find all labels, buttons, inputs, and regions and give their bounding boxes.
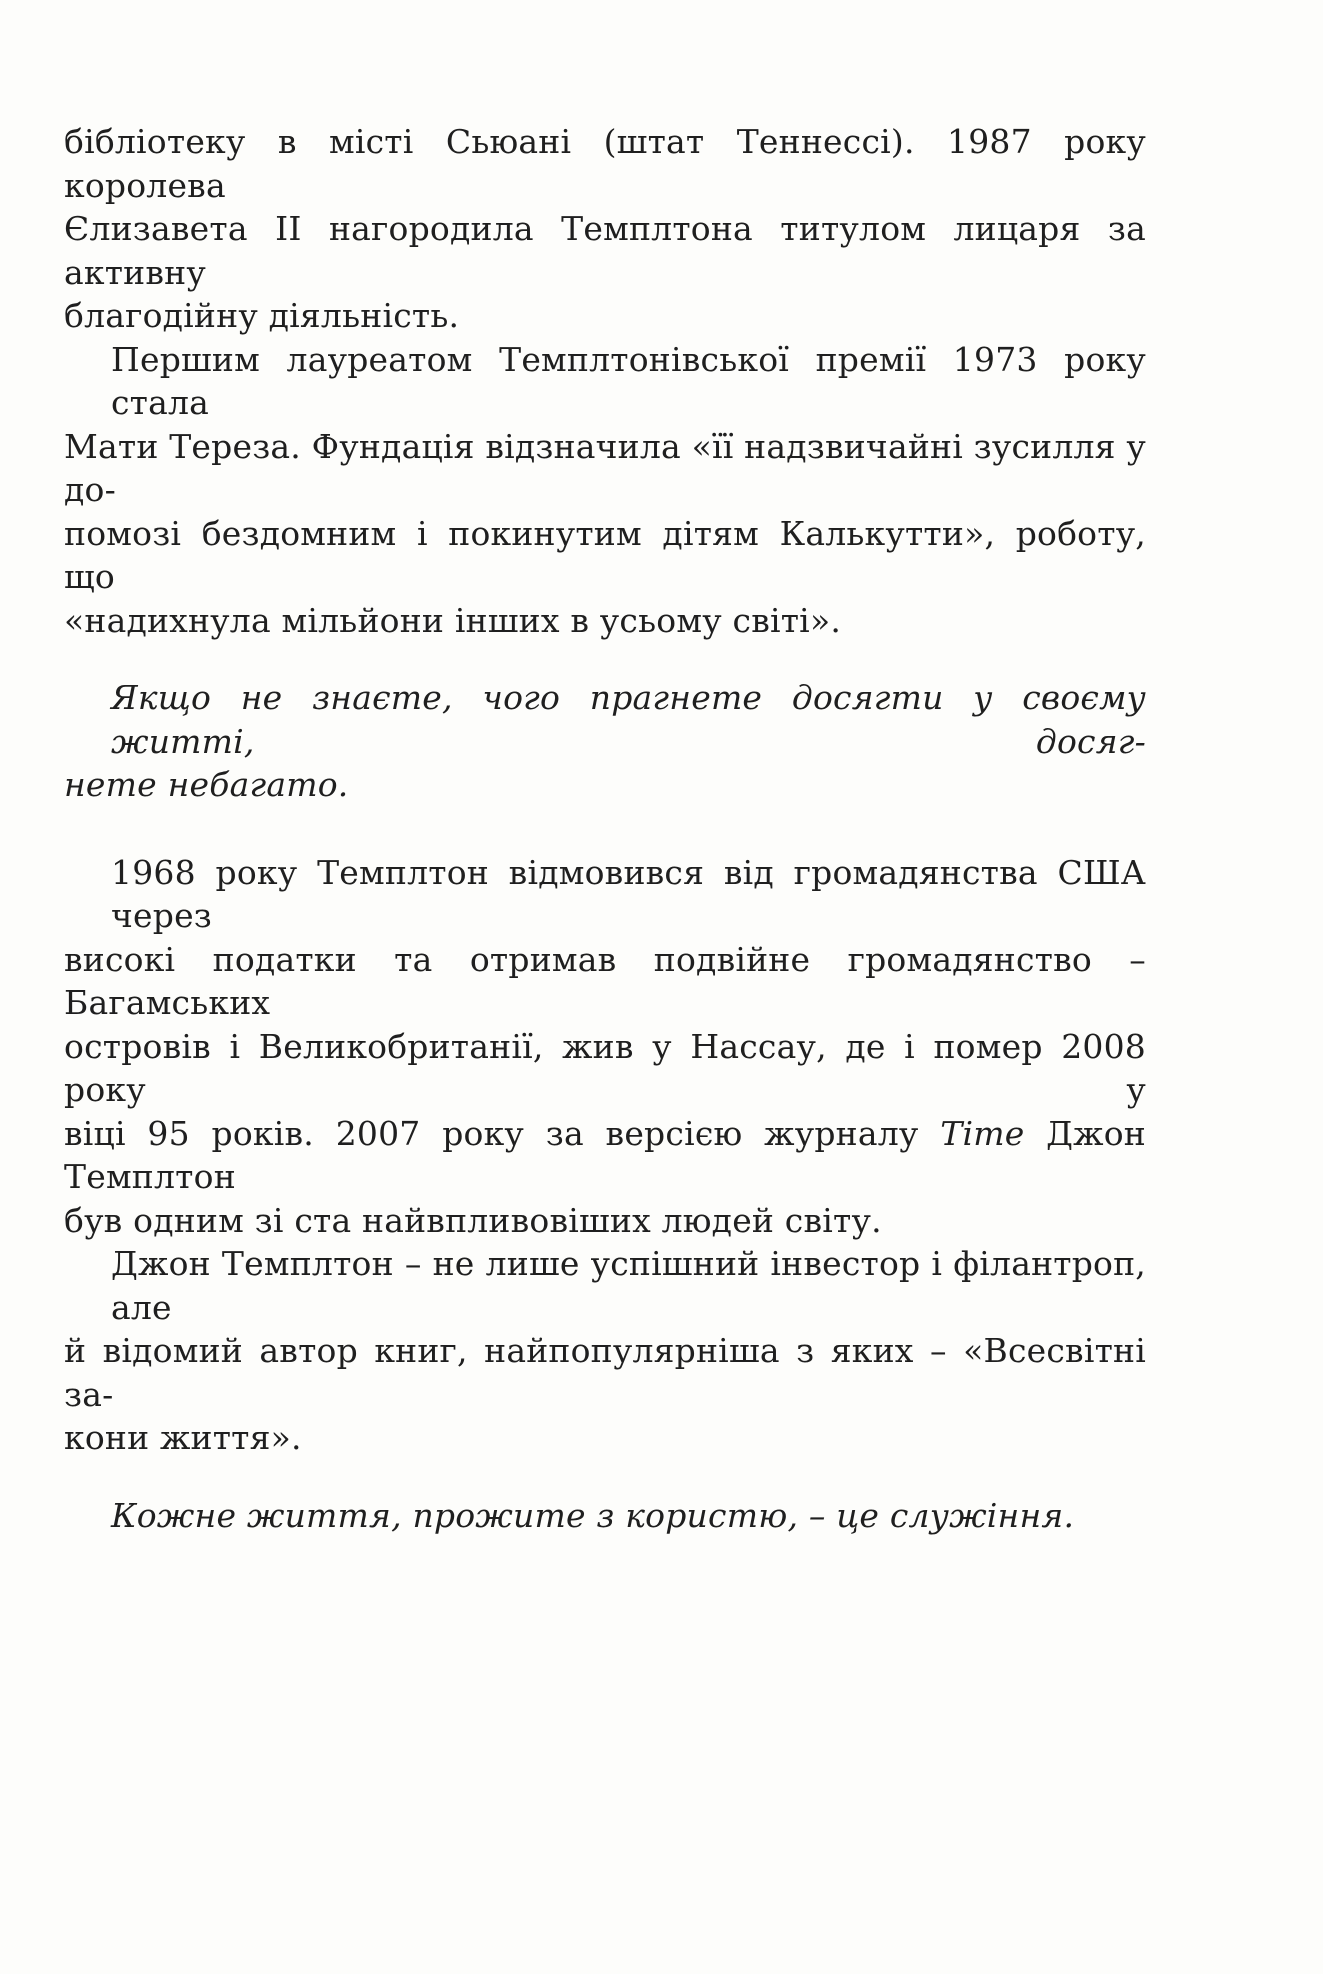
text-line: 1968 року Темплтон відмовився від громадянства США через [111, 852, 1146, 935]
text-line-part: Джон Темплтон [64, 1113, 1146, 1196]
paragraph-library-knighthood [64, 120, 1146, 338]
text-line: благодійну діяльність. [64, 296, 460, 335]
text-line: був одним зі ста найвпливовіших людей світу. [64, 1200, 882, 1240]
quote-line: Якщо не знаєте, чого прагнете досягти у своєму житті, досяг- [111, 678, 1146, 761]
quote-line: нете небагато. [64, 765, 349, 804]
text-line: Джон Темплтон – не лише успішний інвестор і філантроп, але [111, 1244, 1146, 1327]
text-line: й відомий автор книг, найпопулярніша з яких – «Всесвітні за- [64, 1331, 1146, 1414]
page-text [64, 120, 1146, 1537]
text-line: островів і Великобританії, жив у Нассау, де і помер 2008 року у [64, 1026, 1146, 1109]
text-line: помозі бездомним і покинутим дітям Калькутти», роботу, що [64, 513, 1146, 596]
text-line: Першим лауреатом Темплтонівської премії 1973 року стала [111, 339, 1146, 422]
text-line-part: віці 95 років. 2007 року за версією журналу [64, 1113, 941, 1153]
quote-goals [64, 676, 1146, 807]
magazine-title: Time [940, 1113, 1025, 1153]
paragraph-author [64, 1242, 1146, 1460]
text-line [64, 1112, 1146, 1199]
text-line: високі податки та отримав подвійне громадянство – Багамських [64, 939, 1146, 1022]
text-line: кони життя». [64, 1418, 302, 1457]
text-line: бібліотеку в місті Сьюані (штат Теннессі). 1987 року королева [64, 122, 1146, 205]
text-line: «надихнула мільйони інших в усьому світі». [64, 600, 842, 640]
quote-service [64, 1494, 1146, 1538]
text-line: Єлизавета II нагородила Темплтона титулом лицаря за активну [64, 209, 1146, 292]
paragraph-citizenship [64, 851, 1146, 1243]
paragraph-templeton-prize [64, 338, 1146, 643]
quote-line: Кожне життя, прожите з користю, – це служіння. [111, 1495, 1075, 1535]
text-line: Мати Тереза. Фундація відзначила «її надзвичайні зусилля у до- [64, 426, 1147, 509]
